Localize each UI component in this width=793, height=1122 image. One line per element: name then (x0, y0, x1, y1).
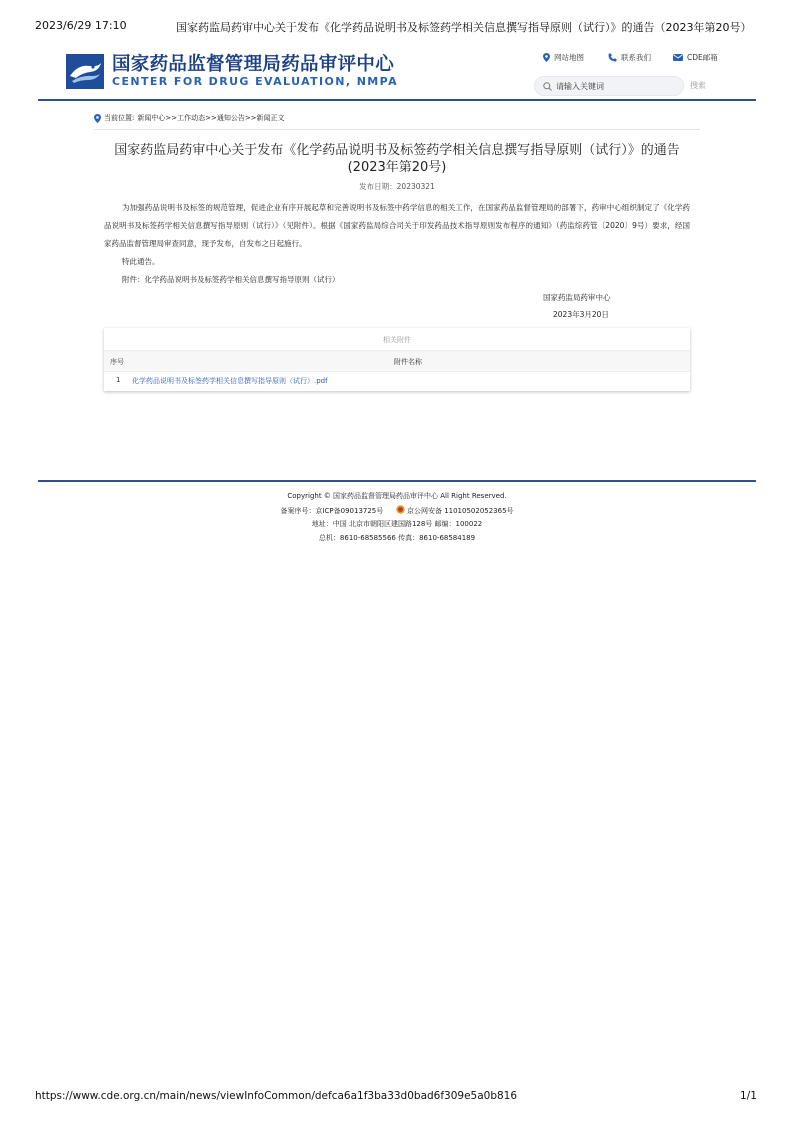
footer-copyright: Copyright © 国家药品监督管理局药品审评中心 All Right Reserved. (287, 492, 507, 500)
print-url: https://www.cde.org.cn/main/news/viewInfoCommon/defca6a1f3ba33d0bad6f309e5a0b816 (35, 1090, 518, 1102)
search-button[interactable]: 搜索 (690, 81, 706, 90)
column-index-header: 序号 (110, 358, 124, 366)
table-row (104, 371, 690, 389)
article-attachment-line: 附件：化学药品说明书及标签药学相关信息撰写指导原则（试行） (122, 275, 340, 284)
header-divider (38, 99, 756, 101)
cde-mail-link[interactable] (673, 52, 718, 63)
attachment-link[interactable]: 化学药品说明书及标签药学相关信息撰写指导原则（试行）.pdf (132, 377, 328, 385)
site-name-en[interactable]: CENTER FOR DRUG EVALUATION, NMPA (112, 75, 399, 88)
column-name-header: 附件名称 (394, 358, 422, 366)
attachments-title: 相关附件 (383, 336, 411, 344)
breadcrumb-divider (94, 129, 700, 130)
contact-label: 联系我们 (621, 53, 651, 62)
article-title-line2: (2023年第20号) (347, 160, 447, 175)
footer-phone: 总机：8610-68585566 传真：8610-68584189 (318, 534, 476, 542)
footer-address: 地址：中国 北京市朝阳区建国路128号 邮编：100022 (311, 520, 483, 528)
signer: 国家药监局药审中心 (543, 293, 611, 302)
location-pin-icon (94, 114, 101, 123)
footer-police[interactable]: 京公网安备 11010502052365号 (406, 507, 514, 515)
article-body (104, 199, 690, 289)
print-page-number: 1/1 (740, 1090, 757, 1102)
location-pin-icon (543, 53, 550, 62)
print-doc-title: 国家药监局药审中心关于发布《化学药品说明书及标签药学相关信息撰写指导原则（试行）》的通告（2023年第20号） (176, 21, 752, 34)
breadcrumb-label: 当前位置: (104, 114, 135, 122)
footer-icp[interactable]: 备案序号：京ICP备09013725号 (280, 507, 384, 515)
search-input[interactable] (556, 82, 666, 91)
article-paragraph: 为加强药品说明书及标签的规范管理，促进企业有序开展起草和完善说明书及标签中药学信息的相关工作，在国家药品监督管理局的部署下，药审中心组织制定了《化学药品说明书及标签药学相关信息撰写指导原则（试行）》（见附件）。根据《国家药监局综合司关于印发药品技术指导原则发布程序的通知》（药监综药管〔2020〕9号）要求，经国家药品监督管理局审查同意，现予发布，自发布之日起施行。 (104, 203, 690, 248)
mail-icon (673, 54, 683, 61)
breadcrumb (94, 113, 285, 123)
sitemap-label: 网站地图 (554, 53, 584, 62)
article-title-line1: 国家药监局药审中心关于发布《化学药品说明书及标签药学相关信息撰写指导原则（试行）》的通告 (114, 143, 680, 158)
police-badge-icon (396, 505, 405, 514)
search-box (534, 76, 684, 96)
cde-mail-label: CDE邮箱 (687, 53, 718, 62)
breadcrumb-trail[interactable]: 新闻中心>>工作动态>>通知公告>>新闻正文 (137, 114, 285, 122)
sitemap-link[interactable] (543, 52, 584, 63)
publish-date-label: 发布日期： (359, 182, 397, 191)
site-name-cn[interactable]: 国家药品监督管理局药品审评中心 (112, 54, 395, 75)
nmpa-logo-icon[interactable] (66, 54, 104, 89)
contact-link[interactable] (608, 52, 651, 63)
article-notice: 特此通告。 (122, 257, 160, 266)
sign-date: 2023年3月20日 (553, 310, 609, 319)
attachments-panel (104, 328, 690, 391)
publish-date-value: 20230321 (396, 182, 435, 191)
phone-icon (608, 53, 617, 62)
attachment-index: 1 (116, 376, 121, 384)
attachments-header-row (104, 350, 690, 372)
publish-date (90, 181, 704, 192)
footer-divider (38, 480, 756, 482)
article-title (90, 142, 704, 176)
print-datetime: 2023/6/29 17:10 (35, 19, 127, 32)
footer-registration (140, 505, 654, 516)
search-icon (543, 82, 552, 91)
